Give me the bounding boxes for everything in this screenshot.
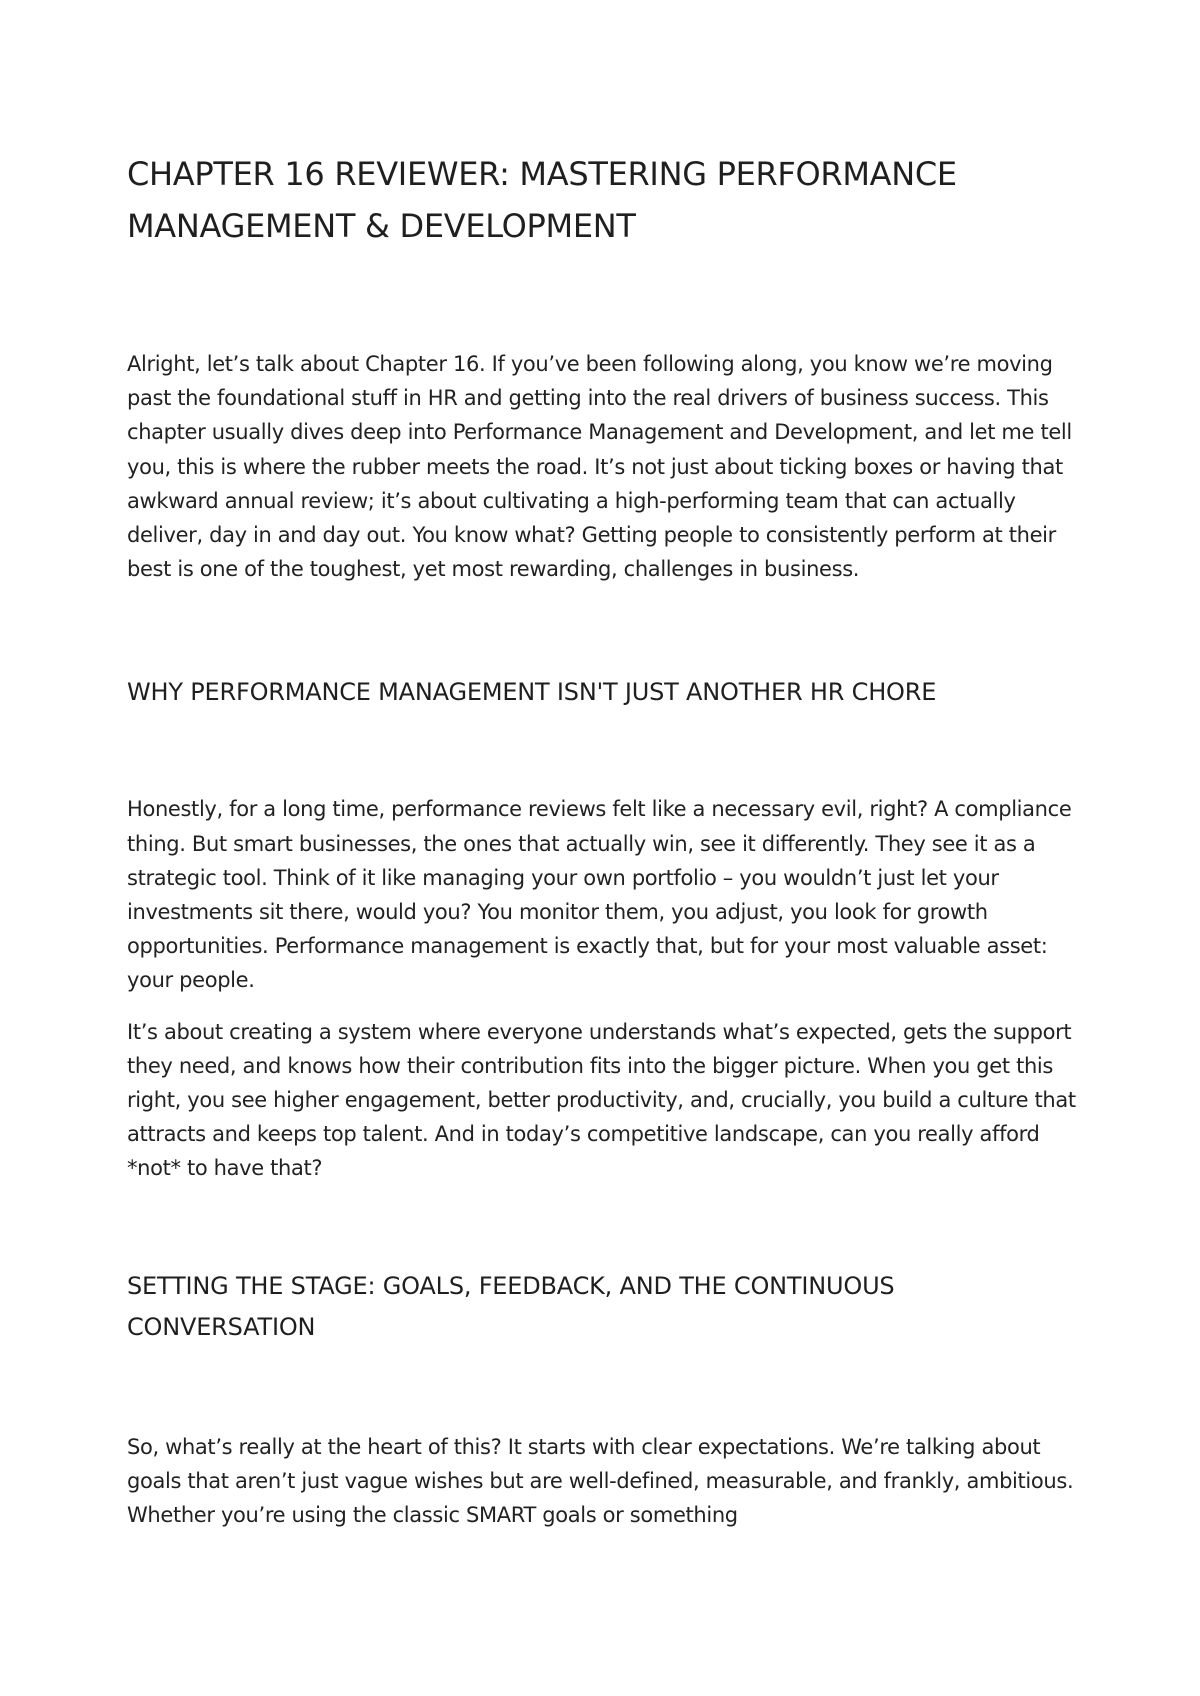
- section-1-paragraph-2: It’s about creating a system where everyone understands what’s expected, gets the support they need, and knows how their contribution fits into the bigger picture. When you get this right, you see higher engagement, better productivity, and, crucially, you build a culture that attracts and keeps top talent. And in today’s competitive landscape, can you really afford *not* to have that?: [127, 1019, 1076, 1181]
- section-2-paragraph-1: So, what’s really at the heart of this? It starts with clear expectations. We’re talking about goals that aren’t just vague wishes but are well-defined, measurable, and frankly, ambitious. Whether you’re using the classic SMART goals or something: [127, 1434, 1074, 1528]
- spacer: [127, 1186, 1090, 1266]
- section-heading-why-performance-management: WHY PERFORMANCE MANAGEMENT ISN'T JUST ANOTHER HR CHORE: [127, 678, 937, 707]
- spacer: [127, 586, 1090, 672]
- document-title: CHAPTER 16 REVIEWER: MASTERING PERFORMANCE MANAGEMENT & DEVELOPMENT: [127, 155, 957, 245]
- intro-paragraph: Alright, let’s talk about Chapter 16. If you’ve been following along, you know we’re moving past the foundational stuff in HR and getting into the real drivers of business success. This chapter usually dives deep into Performance Management and Development, and let me tell you, this is where the rubber meets the road. It’s not just about ticking boxes or having that awkward annual review; it’s about cultivating a high-performing team that can actually deliver, day in and day out. You know what? Getting people to consistently perform at their best is one of the toughest, yet most rewarding, challenges in business.: [127, 352, 1072, 582]
- spacer: [127, 252, 1090, 347]
- spacer: [127, 998, 1090, 1015]
- section-1-paragraph-1: Honestly, for a long time, performance reviews felt like a necessary evil, right? A compliance thing. But smart businesses, the ones that actually win, see it differently. They see it as a strategic tool. Think of it like managing your own portfolio – you wouldn’t just let your investments sit there, would you? You monitor them, you adjust, you look for growth opportunities. Performance management is exactly that, but for your most valuable asset: your people.: [127, 797, 1072, 993]
- spacer: [127, 1348, 1090, 1430]
- section-heading-setting-the-stage: SETTING THE STAGE: GOALS, FEEDBACK, AND THE CONTINUOUS CONVERSATION: [127, 1271, 895, 1341]
- spacer: [127, 713, 1090, 792]
